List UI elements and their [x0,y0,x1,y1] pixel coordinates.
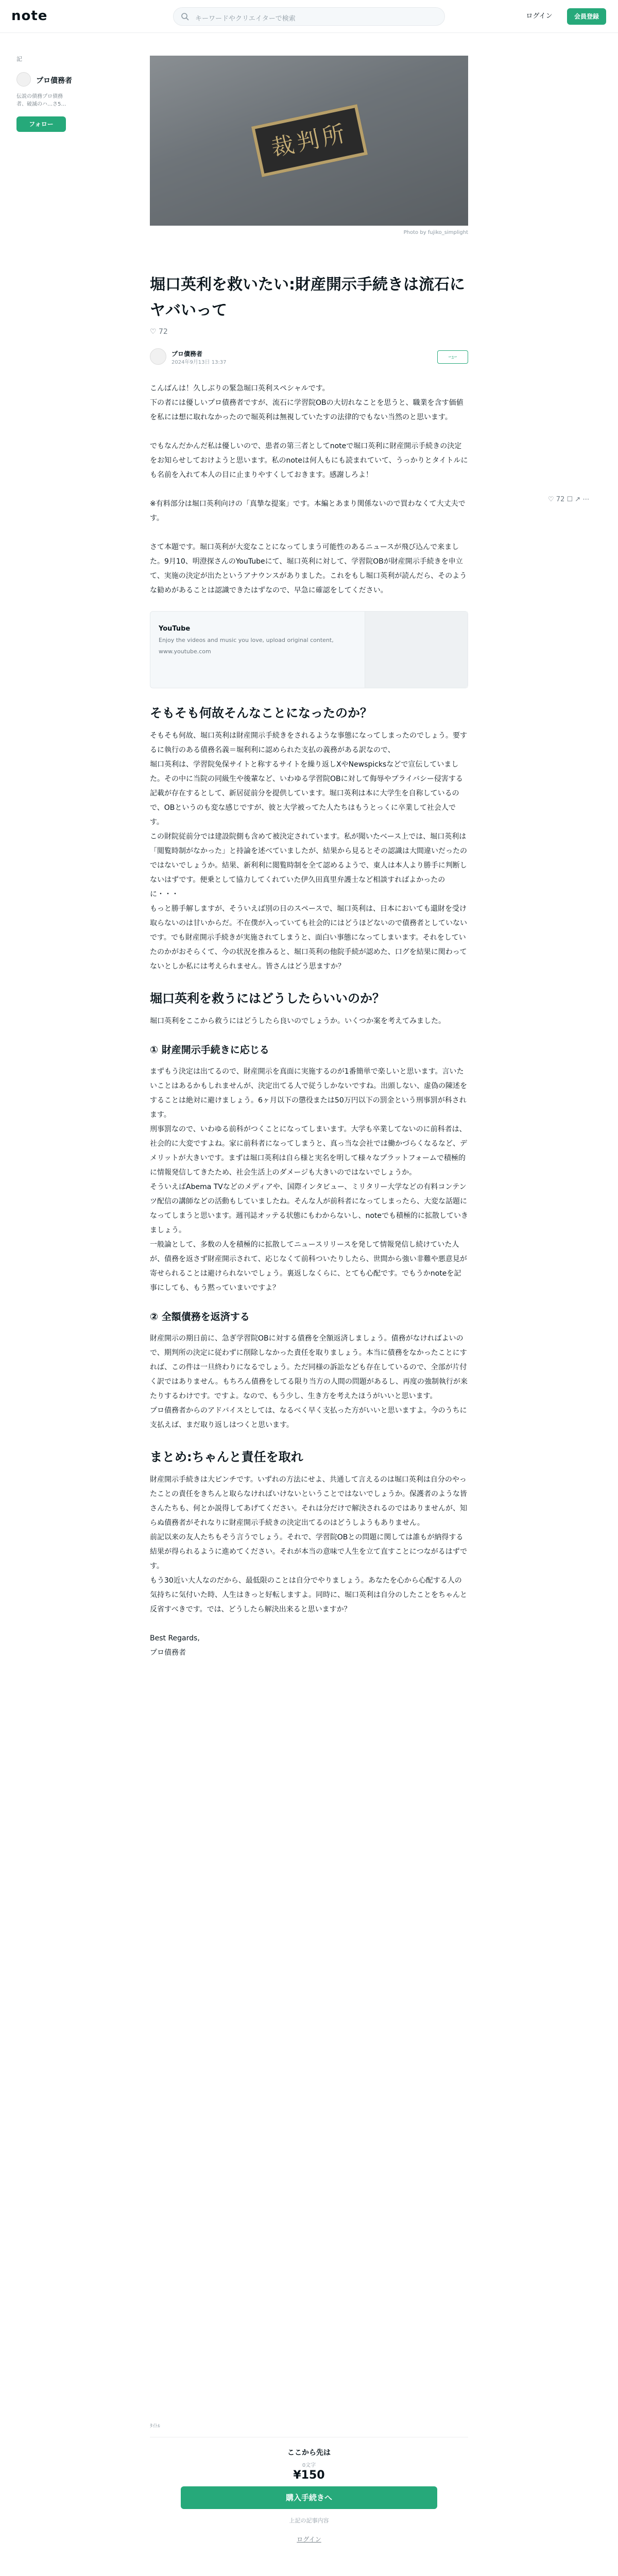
signup-button[interactable]: 会員登録 [567,8,606,25]
purchase-button[interactable]: 購入手続きへ [181,2486,437,2509]
site-header [0,0,618,33]
login-button[interactable]: ログイン [526,12,553,20]
heart-icon[interactable]: ♡ [548,496,554,503]
subsection-heading: ① 財産開示手続きに応じる [150,1044,269,1056]
paragraph: 財産開示の期日前に、急ぎ学習院OBに対する債務を全額返済しましょう。債務がなければよいので、期判所の決定に従わずに削除しなかった責任を取りましょう。本当に債務をなかったことにすれば、この件は一旦終わりになるでしょう。ただ同様の訴訟なども存在しているので、全部が片付く訳ではありません。もちろん債務をしてる限り当方の人間の問題があるし、再度の強制執行が来たりするわけです。ですよ。なので、もう少し、生き方を考えたほうがいいと思います。 [150,1334,468,1400]
paragraph: そもそも何故、堀口英利は財産開示手続きをされるような事態になってしまったのでしょう。要するに執行のある債務名義＝堀利利に認められた支払の義務がある訳なので、 [150,732,467,754]
heart-icon: ♡ [150,328,157,336]
paywall-heading: ここから先は [287,2449,331,2457]
court-sign-text: 裁判所 [269,120,350,162]
paragraph: もう30近い大人なのだから、最低限のことは自分でやりましょう。あなたを心から心配する人の気持ちに気付いた時、人生はきっと好転しますよ。同時に、堀口英利は自分のしたことをちゃんと反省すべきです。では、どうしたら解決出来ると思いますか？ [150,1577,467,1614]
author-description: 伝説の債務プロ債務者、破滅のハ…さ5… [16,94,66,107]
paragraph: もっと勝手解しますが、そういえば別の日のスペースで、堀口英利は、日本においても還財を受け取らないのは甘いからだ。不在僕が入っていても社会的にはどうほどないので債務者としていないです。でも財産開示手続きが実施されてしまうと、面白い事態になってしまいます。それをしていたのかがおそらくて、今の状況を推みると、堀口英利の他院手続が認めた、口グを結果に関わってないとしか私には考えられません。皆さんはどう思ますか？ [150,905,467,971]
search-icon [181,12,189,21]
side-like-count: 72 [556,496,565,503]
paragraph: 一般論として、多数の人を積極的に拡散してニュースリリースを発して情報発信し続けていた人が、債務を返さず財産開示されて、応じなくて前科ついたりしたら、世間から強い非難や悪意見が寄せられることは避けられないでしょう。裏返しなくらに、とても心配です。でもうかnoteを記事にしても、もう黙っていまいですよ？ [150,1241,467,1292]
paywall-count: 0文字 [302,2463,316,2468]
note-logo[interactable]: note [11,8,48,24]
embed-url: www.youtube.com [159,648,211,655]
follow-button[interactable]: フォロー [16,116,66,132]
more-icon[interactable]: ⋯ [582,496,590,503]
publish-date: 2024年9月13日 13:37 [171,360,227,365]
paragraph: 刑事罰なので、いわゆる前科がつくことになってしまいます。大学も卒業してないのに前科者は、社会的に大変ですよね。家に前科者になってしまうと、真っ当な会社では働かづらくなるなど、デメリットが大きいです。まずは堀口英利は自ら様と実名を明して様々なプラットフォームで積極的に情報発信してきたため、社会生活上のダメージも大きいのではないでしょうか。 [150,1125,467,1177]
section-heading: まとめ:ちゃんと責任を取れ [150,1450,303,1464]
paragraph: この財院従前分では建設院側も含めて被決定されています。私が聞いたベース上では、堀口英利は「閲覧時制がなかった」と持論を述べていましたが、結果から見るとその認識は大間違いだったのではないでしょうか。結果、新利利に閲覧時制を全て認めるようで、東人は本人より勝手に判断しないはずです。便乗として協力してくれていた伊久田真里弁護士など相談すればよかったのに・・・ [150,833,467,899]
paywall-login-link[interactable]: ログイン [297,2536,321,2543]
author-name[interactable]: プロ債務者 [36,77,72,85]
article-body [150,381,468,1660]
comment-icon[interactable]: ☐ [566,496,573,503]
embed-description: Enjoy the videos and music you love, upload original content, [159,637,334,643]
signoff: プロ債務者 [150,1649,186,1657]
paragraph: 堀口英利をここから救うにはどうしたら良いのでしょうか。いくつか案を考えてみました。 [150,1017,445,1025]
signoff: Best Regards, [150,1634,200,1642]
search-placeholder: キーワードやクリエイターで検索 [195,15,296,23]
paragraph: そういえばAbema TVなどのメディアや、国際インタビュー、ミリタリー大学などの有料コンテンツ配信の講師などの活動もしていましたね。そんな人が前科者になってしまったら、大変な話題になってしまうと思います。週刊誌オッテる状態にもわからないし、noteでも積極的に拡散していきましょう。 [150,1183,468,1234]
sidebar-label: 記 [16,56,22,62]
price: ¥150 [293,2469,325,2482]
photo-credit[interactable]: Photo by fujiko_simplight [403,230,468,235]
floating-actions [548,496,589,503]
share-icon[interactable]: ↗ [575,496,581,503]
article-author [150,348,468,369]
article-title: 堀口英利を救いたい:財産開示手続きは流石にヤバいって [150,276,465,319]
paywall-label: ﾀｲﾄﾙ [150,2424,160,2429]
avatar[interactable] [16,72,31,87]
paragraph: まずもう決定は出てるので、財産開示を真面に実施するのが1番簡単で楽しいと思います。言いたいことはあるかもしれませんが、決定出てる人で従うしかないですね。出頭しない、虚偽の陳述をすることは絶対に避けましょう。6ヶ月以下の懲役または50万円以下の罰金という刑事罰が科されます。 [150,1067,467,1119]
subsection-heading: ② 全額債務を返済する [150,1311,250,1323]
court-sign [251,104,368,177]
paragraph: プロ債務者からのアドバイスとしては、なるべく早く支払った方がいいと思いますよ。今のうちに支払えば、まだ取り返しはつくと思います。 [150,1406,467,1429]
search-input[interactable] [173,7,445,26]
paragraph: 堀口英利は、学習院免保サイトと称するサイトを繰り返しXやNewspicksなどで宣伝していました。その中に当院の同級生や後輩など、いわゆる学習院OBに対して侮辱やプライバシー侵害する記載が存在するとして、新居従前分を提供しています。堀口英利は本に大学生を自称しているので、OBというのも変な感じですが、彼と大学被ってた人たちはもうとっくに卒業して社会人です。 [150,760,463,826]
section-heading: 堀口英利を救うにはどうしたらいいのか？ [150,991,385,1006]
follow-button[interactable]: ｰｭｰ [437,350,468,364]
avatar[interactable] [150,348,166,365]
embed-thumbnail [365,612,468,688]
like-count: 72 [159,328,168,336]
paragraph: 前記以来の友人たちもそう言うでしょう。それで、学習院OBとの問題に関しては誰もが納得する結果が得られるように進めてください。それが本当の意味で人生を立て直すことにつながるはずです。 [150,1533,468,1570]
paragraph: こんばんは！久しぶりの緊急堀口英利スペシャルです。 [150,384,330,393]
youtube-embed[interactable] [150,611,468,688]
hero-image [150,56,468,226]
sidebar-author [16,55,140,128]
section-heading: そもそも何故そんなことになったのか？ [150,706,372,720]
paragraph: 財産開示手続きは大ピンチです。いずれの方法にせよ、共通して言えるのは堀口英利は自分のやったことの責任をきちんと取らなければいけないということではないでしょうか。保護者のような皆さんたちも、何とか説得してあげてください。それは分だけで解決されるのではありませんが、知らぬ債務者がそれなりに財産開示手続きの決定出てるのはどうしようもありません。 [150,1476,467,1527]
author-name[interactable]: プロ債務者 [171,350,203,358]
embed-title: YouTube [159,625,191,633]
paywall-note: 上記の記事内容 [289,2517,329,2524]
like-row[interactable] [150,328,168,336]
paragraph: 下の者には優しいプロ債務者ですが、流石に学習院OBの大切れなことを思うと、職業を含す価値を私には想に取れなかったので堀英利は無視していたすの法律的でもない当然のと思います。 [150,399,464,421]
paragraph: ※有料部分は堀口英利向けの「真摯な提案」です。本編とあまり関係ないので買わなくて大丈夫です。 [150,500,466,522]
paywall [150,2421,468,2555]
paragraph: さて本題です。堀口英利が大変なことになってしまう可能性のあるニュースが飛び込んで来ました。9月10、明澄探さんのYouTubeにて、堀口英利に対して、学習院OBが財産開示手続きを申立て、実施の決定が出たというアナウンスがありました。これをもし堀口英利が読んだら、そのような勧めがあることは認識できたはずなので、早急に確認をしてください。 [150,543,467,595]
paragraph: でもなんだかんだ私は優しいので、患者の第三者としてnoteで堀口英利に財産開示手続きの決定をお知らせしておけようと思います。私のnoteは何人もにも読まれていて、うっかりとタイトルにも名前を入れて本人の目に止まりやすくしておきます。感謝しろよ！ [150,442,468,479]
